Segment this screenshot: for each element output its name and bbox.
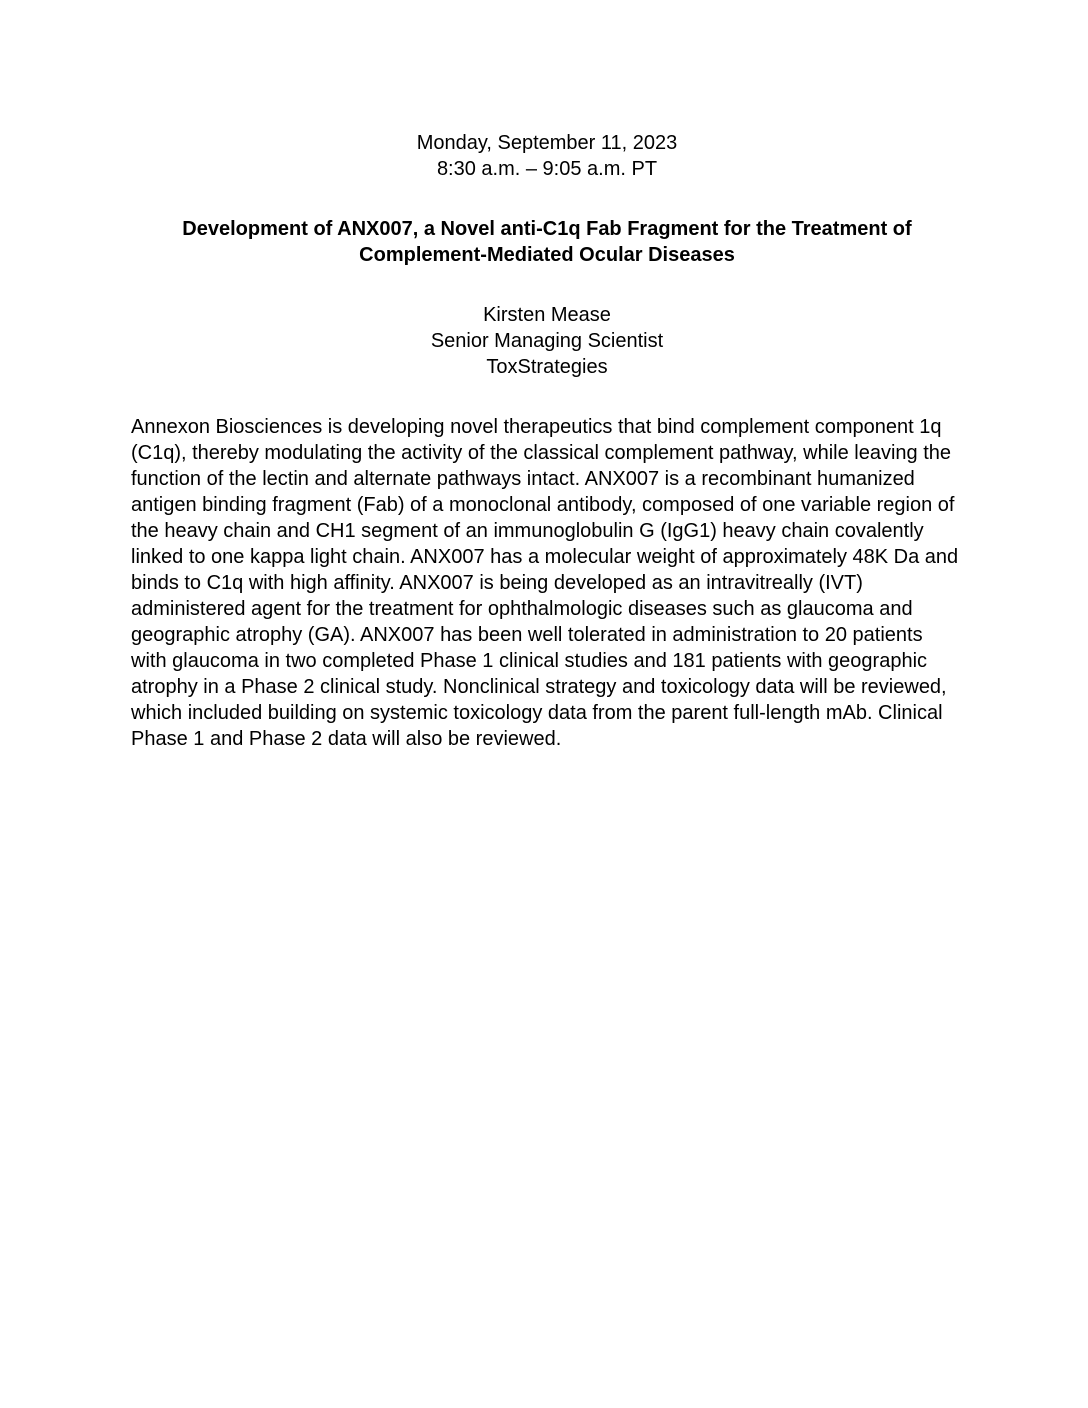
session-time: 8:30 a.m. – 9:05 a.m. PT: [436, 158, 658, 180]
spacer: [131, 182, 963, 208]
speaker-name: Kirsten Mease: [483, 304, 611, 326]
spacer: [131, 268, 963, 294]
spacer: [131, 380, 963, 406]
session-title: Development of ANX007, a Novel anti-C1q Fab Fragment for the Treatment of Complement-Mediated Ocular Diseases: [182, 218, 912, 266]
spacer: [131, 208, 963, 216]
abstract-paragraph: Annexon Biosciences is developing novel therapeutics that bind complement component 1q (C1q), thereby modulating the activity of the classical complement pathway, while leaving the function of the lectin and alternate pathways intact. ANX007 is a recombinant humanized antigen binding fragment (Fab) of a monoclonal antibody, composed of one variable region of the heavy chain and CH1 segment of an immunoglobulin G (IgG1) heavy chain covalently linked to one kappa light chain. ANX007 has a molecular weight of approximately 48K Da and binds to C1q with high affinity. ANX007 is being developed as an intravitreally (IVT) administered agent for the treatment for ophthalmologic diseases such as glaucoma and geographic atrophy (GA). ANX007 has been well tolerated in administration to 20 patients with glaucoma in two completed Phase 1 clinical studies and 181 patients with geographic atrophy in a Phase 2 clinical study. Nonclinical strategy and toxicology data will be reviewed, which included building on systemic toxicology data from the parent full-length mAb. Clinical Phase 1 and Phase 2 data will also be reviewed.: [131, 416, 959, 750]
speaker-affiliation: ToxStrategies: [486, 356, 608, 378]
document-content: [131, 130, 963, 752]
spacer: [131, 294, 963, 302]
spacer: [131, 406, 963, 414]
session-date: Monday, September 11, 2023: [416, 132, 678, 154]
speaker-role: Senior Managing Scientist: [430, 330, 664, 352]
